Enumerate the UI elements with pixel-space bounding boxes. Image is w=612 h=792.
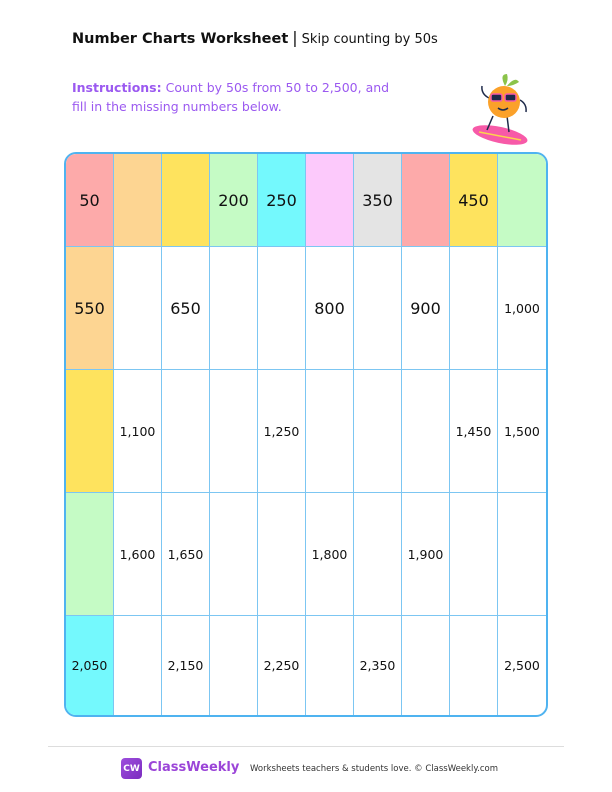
number-cell: 1,650 bbox=[162, 493, 210, 616]
subtitle: Skip counting by 50s bbox=[301, 32, 438, 47]
instructions-label: Instructions: bbox=[72, 80, 162, 95]
blank-number-cell[interactable] bbox=[162, 370, 210, 493]
blank-number-cell[interactable] bbox=[258, 493, 306, 616]
classweekly-logo-icon: CW bbox=[121, 758, 142, 779]
number-cell: 1,000 bbox=[498, 247, 546, 370]
blank-number-cell[interactable] bbox=[114, 247, 162, 370]
blank-number-cell[interactable] bbox=[354, 247, 402, 370]
blank-number-cell[interactable] bbox=[354, 370, 402, 493]
page-title bbox=[72, 28, 438, 47]
blank-number-cell[interactable] bbox=[210, 370, 258, 493]
blank-number-cell[interactable] bbox=[498, 493, 546, 616]
blank-number-cell[interactable] bbox=[402, 370, 450, 493]
number-cell: 1,800 bbox=[306, 493, 354, 616]
number-cell: 2,250 bbox=[258, 616, 306, 715]
blank-number-cell[interactable] bbox=[450, 616, 498, 715]
instructions bbox=[72, 78, 392, 116]
blank-number-cell[interactable] bbox=[354, 493, 402, 616]
blank-number-cell[interactable] bbox=[450, 493, 498, 616]
brand-name: ClassWeekly bbox=[148, 760, 240, 775]
number-cell: 1,100 bbox=[114, 370, 162, 493]
number-cell: 800 bbox=[306, 247, 354, 370]
instructions-text: Count by 50s from 50 to 2,500, and fill in the missing numbers below. bbox=[72, 80, 390, 114]
number-cell: 250 bbox=[258, 154, 306, 247]
number-cell: 2,050 bbox=[66, 616, 114, 715]
number-cell: 450 bbox=[450, 154, 498, 247]
title-separator: | bbox=[292, 28, 298, 47]
title-text: Number Charts Worksheet bbox=[72, 31, 289, 47]
number-cell: 2,350 bbox=[354, 616, 402, 715]
number-cell: 1,600 bbox=[114, 493, 162, 616]
orange-surfer-mascot-icon bbox=[465, 66, 535, 156]
number-cell: 2,500 bbox=[504, 658, 540, 673]
blank-number-cell[interactable] bbox=[210, 247, 258, 370]
blank-number-cell[interactable] bbox=[306, 616, 354, 715]
number-cell: 50 bbox=[66, 154, 114, 247]
footer-tagline: Worksheets teachers & students love. © ClassWeekly.com bbox=[250, 764, 499, 774]
blank-number-cell[interactable] bbox=[66, 493, 114, 616]
number-cell: 2,150 bbox=[162, 616, 210, 715]
footer-divider bbox=[48, 746, 564, 747]
number-cell: 1,900 bbox=[402, 493, 450, 616]
number-cell: 550 bbox=[66, 247, 114, 370]
blank-number-cell[interactable] bbox=[114, 616, 162, 715]
number-cell: 900 bbox=[402, 247, 450, 370]
blank-number-cell[interactable] bbox=[402, 616, 450, 715]
number-cell: 1,250 bbox=[258, 370, 306, 493]
blank-number-cell[interactable] bbox=[450, 247, 498, 370]
blank-number-cell[interactable] bbox=[306, 370, 354, 493]
number-cell: 1,450 bbox=[450, 370, 498, 493]
number-cell: 650 bbox=[162, 247, 210, 370]
blank-number-cell[interactable] bbox=[114, 154, 162, 247]
blank-number-cell[interactable] bbox=[210, 616, 258, 715]
blank-number-cell[interactable] bbox=[402, 154, 450, 247]
blank-number-cell[interactable] bbox=[210, 493, 258, 616]
blank-number-cell[interactable] bbox=[498, 154, 546, 247]
number-cell: 350 bbox=[354, 154, 402, 247]
blank-number-cell[interactable] bbox=[66, 370, 114, 493]
number-cell: 1,500 bbox=[498, 370, 546, 493]
blank-number-cell[interactable] bbox=[258, 247, 306, 370]
blank-number-cell[interactable] bbox=[162, 154, 210, 247]
blank-number-cell[interactable] bbox=[306, 154, 354, 247]
number-chart-grid bbox=[64, 152, 548, 717]
number-cell: 200 bbox=[210, 154, 258, 247]
